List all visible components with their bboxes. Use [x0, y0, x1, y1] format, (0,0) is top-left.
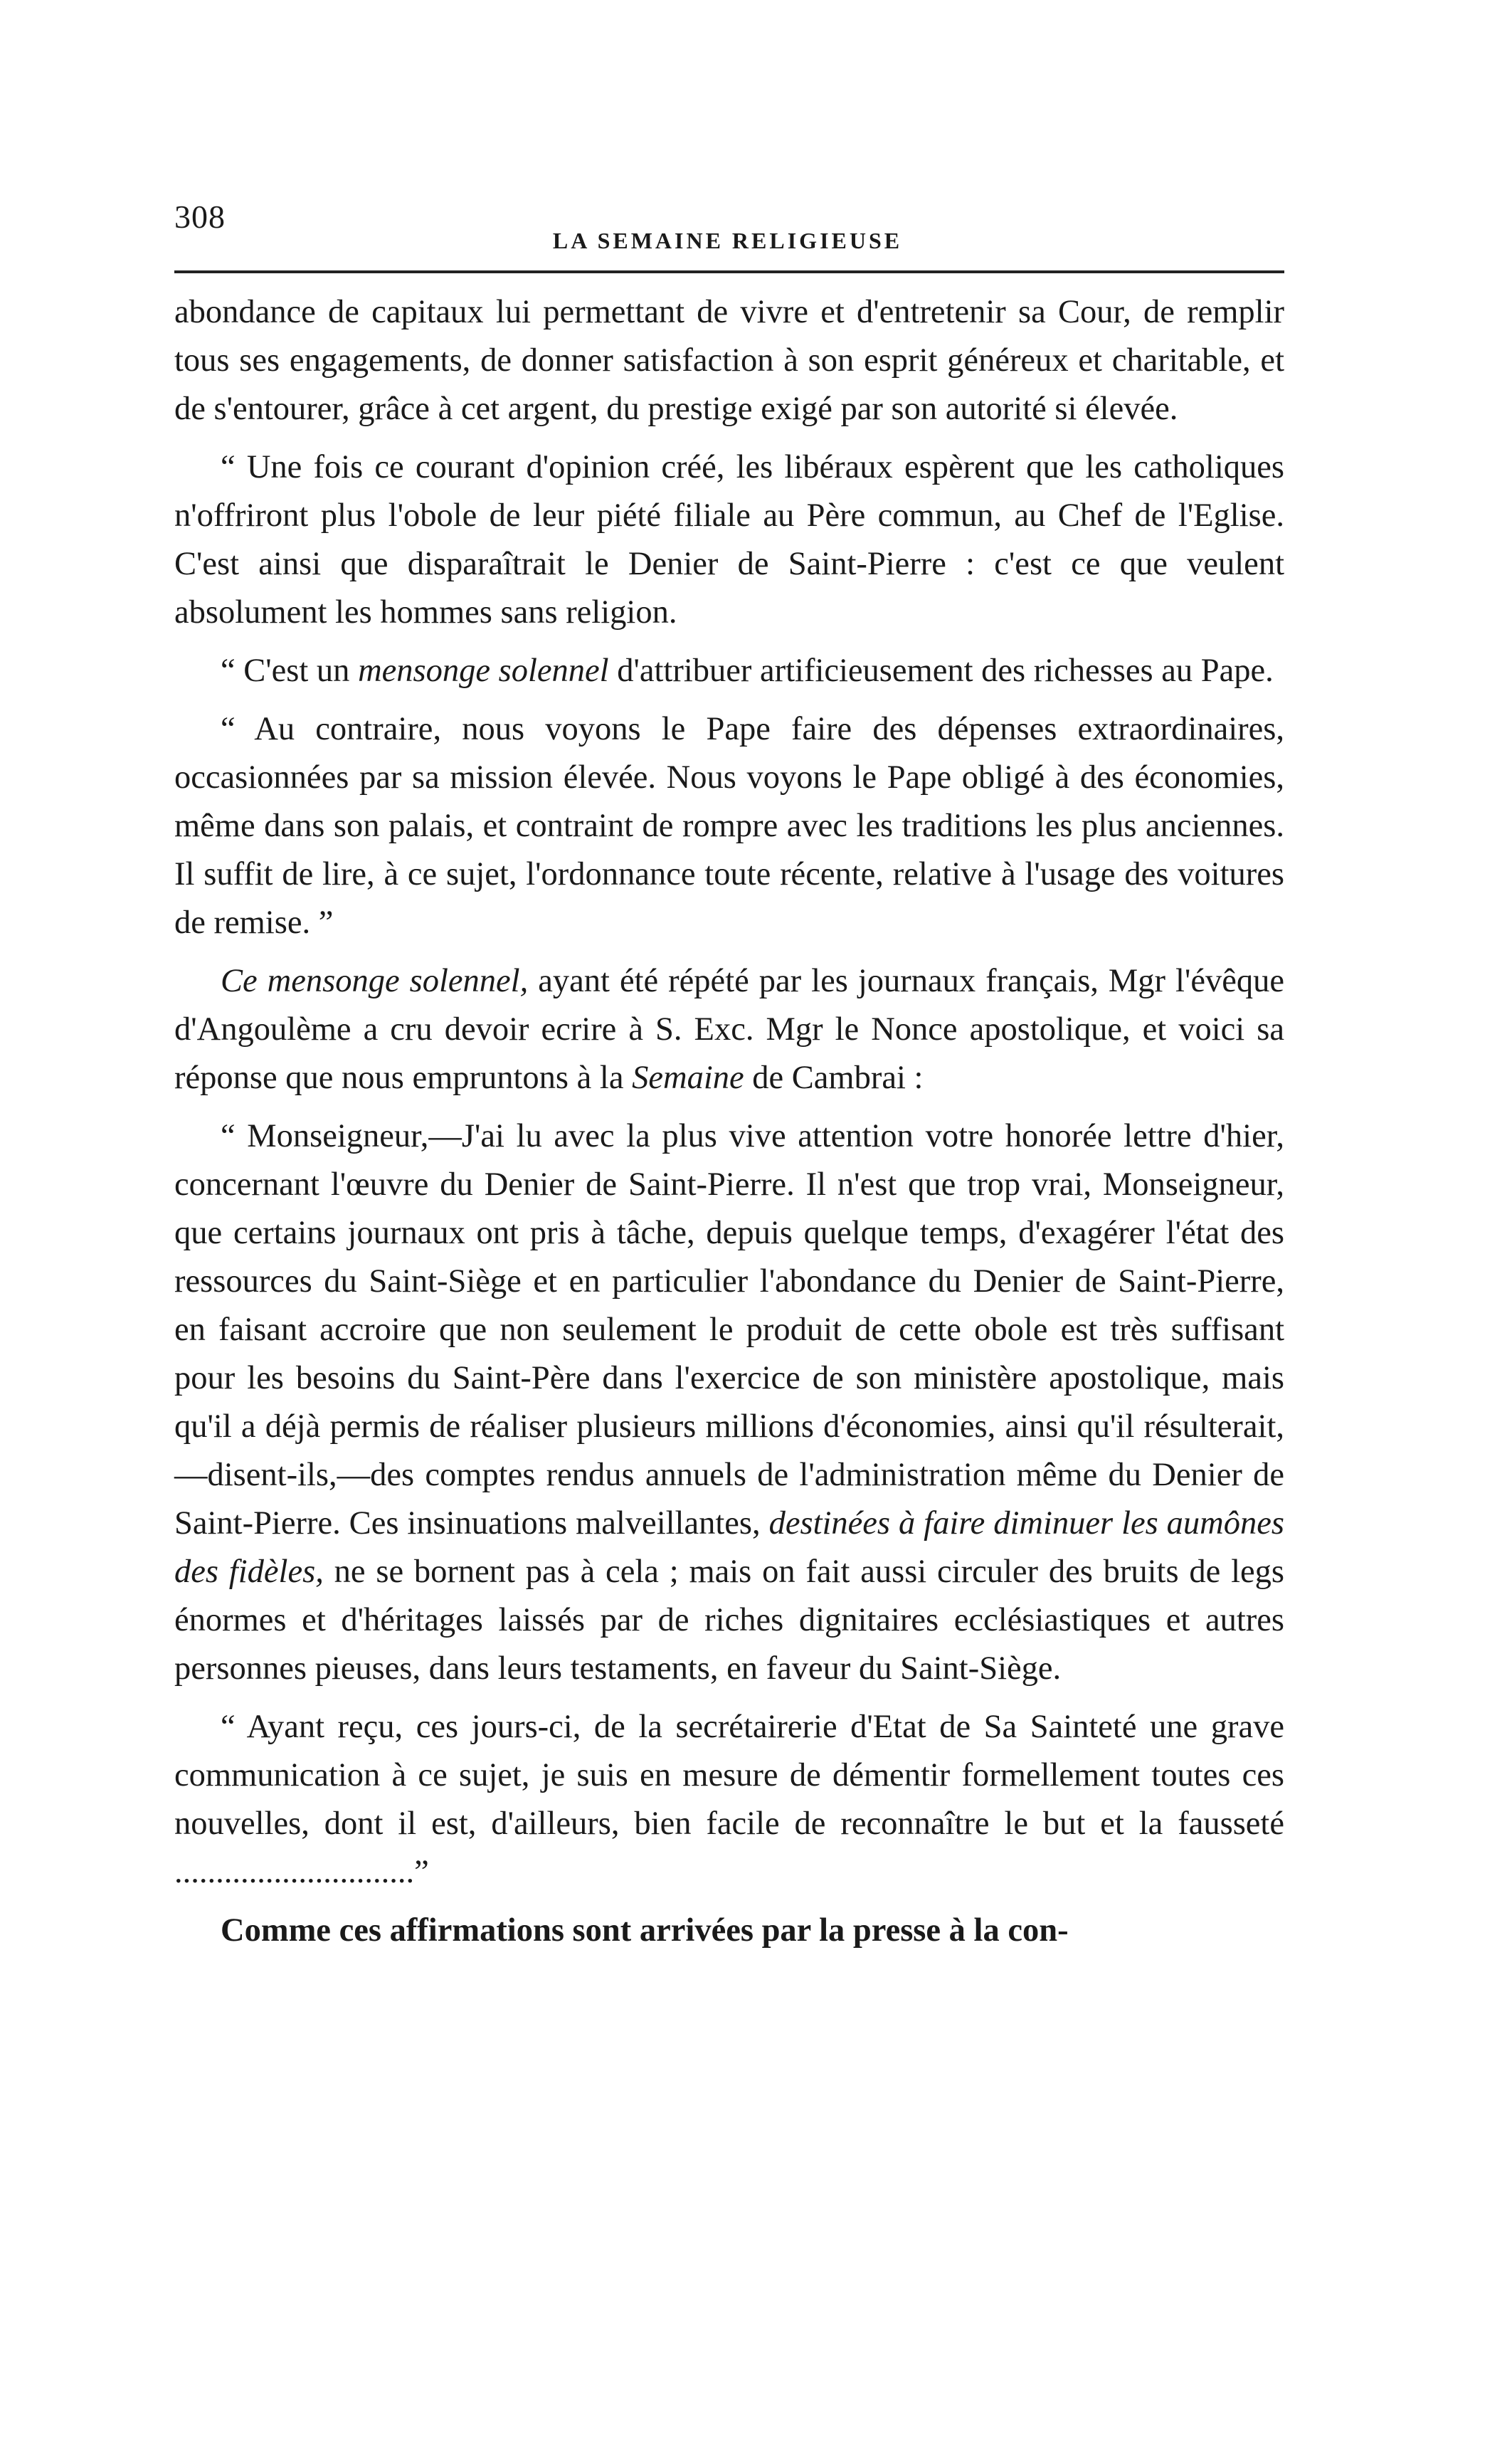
- paragraph-text: abondance de capitaux lui permettant de vivre et d'entretenir sa Cour, de remplir tous ses engagements, de donner satisfaction à son esprit généreux et charitable, et de s'entourer, grâce à cet argent, du prestige exigé par son autorité si élevée.: [174, 294, 1284, 427]
- running-title: LA SEMAINE RELIGIEUSE: [552, 228, 903, 253]
- paragraph-text: ne se bornent pas à cela ; mais on fait aussi circuler des bruits de legs énormes et d'héritages laissés par de riches dignitaires ecclésiastiques et autres personnes pieuses, dans leurs testaments, en faveur du Saint-Siège.: [174, 1554, 1284, 1687]
- paragraph-text: de Cambrai :: [744, 1060, 924, 1096]
- body-text: [174, 288, 1284, 1965]
- paragraph: [174, 1703, 1284, 1897]
- paragraph-text: “ Au contraire, nous voyons le Pape faire des dépenses extraordinaires, occasionnées par sa mission élevée. Nous voyons le Pape obligé à des économies, même dans son palais, et contraint de rompre avec les traditions les plus anciennes. Il suffit de lire, à ce sujet, l'ordonnance toute récente, relative à l'usage des voitures de remise. ”: [174, 711, 1284, 941]
- paragraph: [174, 288, 1284, 433]
- paragraph-text: ayant été répété par les journaux français, Mgr l'évêque d'Angoulème a cru devoir ecrire à S. Exc. Mgr le Nonce apostolique, et voici sa réponse que nous empruntons à la: [174, 963, 1284, 1096]
- header-rule: [174, 270, 1284, 273]
- paragraph: [174, 957, 1284, 1102]
- italic-phrase: Semaine: [632, 1060, 744, 1096]
- paragraph-text: d'attribuer artificieusement des richesses au Pape.: [608, 653, 1274, 689]
- paragraph: [174, 1907, 1284, 1955]
- paragraph-text: “ Une fois ce courant d'opinion créé, les libéraux espèrent que les catholiques n'offriront plus l'obole de leur piété filiale au Père commun, au Chef de l'Eglise. C'est ainsi que disparaîtrait le Denier de Saint-Pierre : c'est ce que veulent absolument les hommes sans religion.: [174, 449, 1284, 631]
- italic-phrase: Ce mensonge solennel,: [221, 963, 529, 999]
- italic-phrase: mensonge solennel: [358, 653, 609, 689]
- paragraph: [174, 443, 1284, 637]
- paragraph-text: “ C'est un: [221, 653, 359, 689]
- page-number: 308: [174, 199, 226, 235]
- paragraph: [174, 647, 1284, 695]
- paragraph: [174, 705, 1284, 947]
- paragraph-text: “ Monseigneur,—J'ai lu avec la plus vive attention votre honorée lettre d'hier, concernant l'œuvre du Denier de Saint-Pierre. Il n'est que trop vrai, Monseigneur, que certains journaux ont pris à tâche, depuis quelque temps, d'exagérer l'état des ressources du Saint-Siège et en particulier l'abondance du Denier de Saint-Pierre, en faisant accroire que non seulement le produit de cette obole est très suffisant pour les besoins du Saint-Père dans l'exercice de son ministère apostolique, mais qu'il a déjà permis de réaliser plusieurs millions d'économies, ainsi qu'il résulterait, —disent-ils,—des comptes rendus annuels de l'administration même du Denier de Saint-Pierre. Ces insinuations malveillantes,: [174, 1118, 1284, 1541]
- paragraph: [174, 1112, 1284, 1693]
- paragraph-text: Comme ces affirmations sont arrivées par la presse à la con-: [221, 1912, 1069, 1949]
- page-header: [174, 198, 1281, 262]
- italic-phrase: destinées à faire diminuer les aumônes des fidèles,: [174, 1505, 1284, 1590]
- paragraph-text: “ Ayant reçu, ces jours-ci, de la secrétairerie d'Etat de Sa Sainteté une grave communication à ce sujet, je suis en mesure de démentir formellement toutes ces nouvelles, dont il est, d'ailleurs, bien facile de reconnaître le but et la fausseté .............................”: [174, 1709, 1284, 1890]
